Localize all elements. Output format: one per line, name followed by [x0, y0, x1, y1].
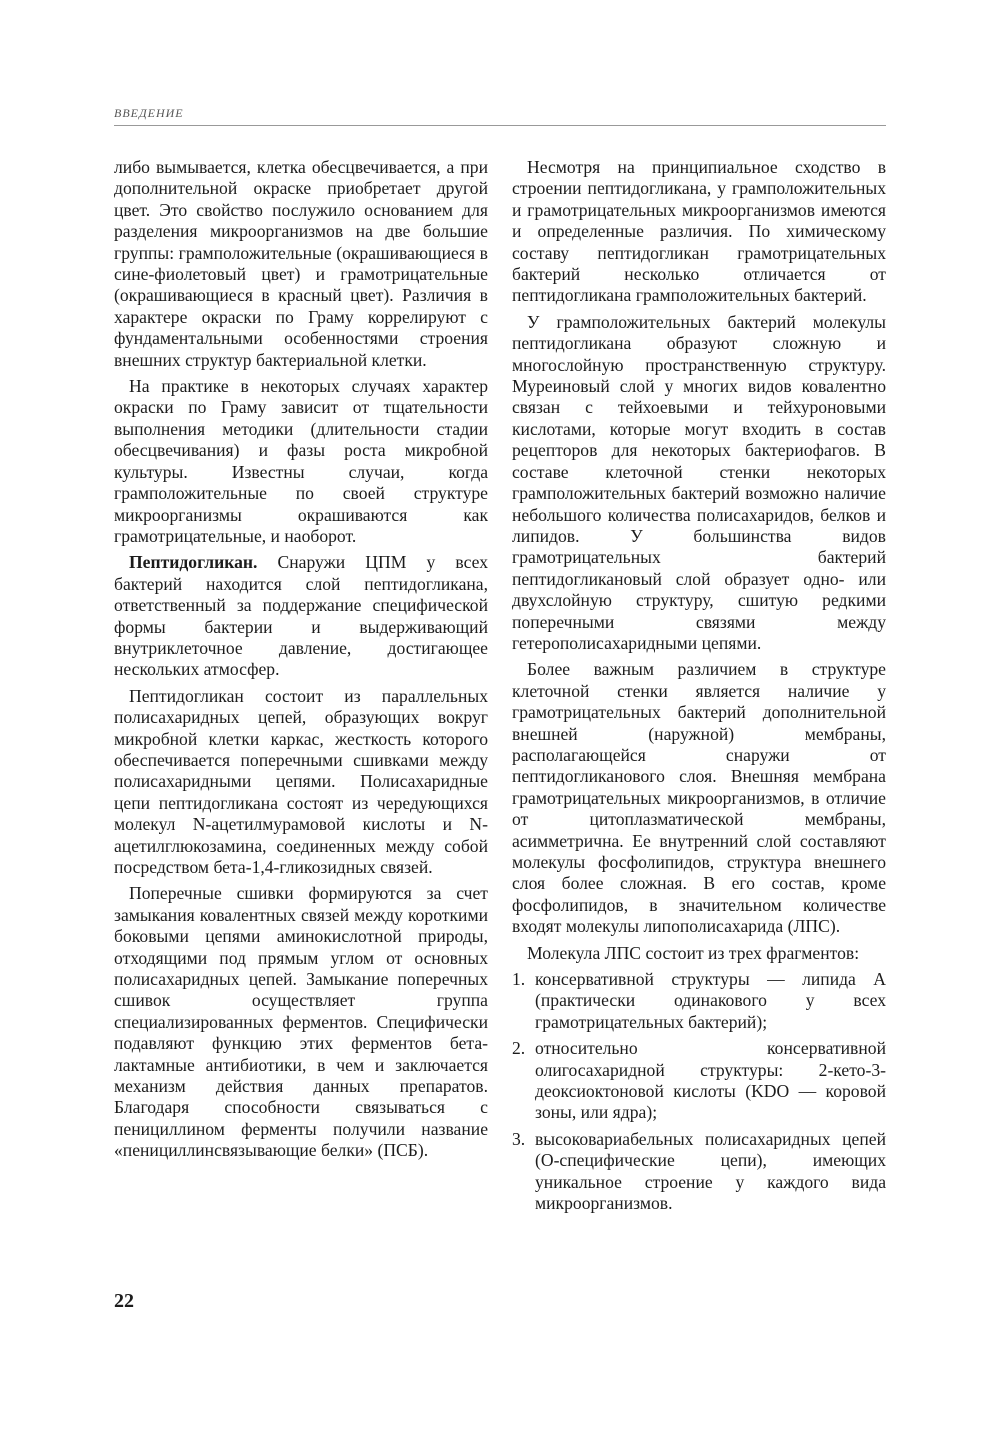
paragraph: У грамположительных бактерий молекулы пептидогликана образуют сложную и многослойную пространственную структуру. Муреиновый слой у многих видов ковалентно связан с тейхоевыми и тейхуроновыми кислотами, которые могут входить в состав рецепторов для некоторых бактериофагов. В составе клеточной стенки некоторых грамположительных бактерий возможно наличие небольшого количества полисахаридов, белков и липидов. У большинства видов грамотрицательных бактерий пептидогликановый слой образует одно- или двухслойную структуру, сшитую редкими поперечными связями между гетерополисахаридными цепями.: [512, 311, 886, 653]
section-lead-term: Пептидогликан.: [129, 552, 258, 573]
page-number: 22: [114, 1290, 134, 1312]
list-number: 3.: [512, 1128, 526, 1149]
list-item-text: высоковариабельных полисахаридных цепей (О-специфические цепи), имеющих уникальное строение у каждого вида микроорганизмов.: [535, 1128, 886, 1214]
paragraph: [114, 552, 488, 680]
right-column: [512, 157, 886, 1220]
left-column: [114, 157, 488, 1167]
list-number: 2.: [512, 1038, 526, 1059]
lps-fragments-list: [512, 969, 886, 1214]
paragraph: Несмотря на принципиальное сходство в строении пептидогликана, у грамположительных и грамотрицательных микроорганизмов имеются и определенные различия. По химическому составу пептидогликан грамотрицательных бактерий несколько отличается от пептидогликана грамположительных бактерий.: [512, 157, 886, 306]
paragraph: Более важным различием в структуре клеточной стенки является наличие у грамотрицательных бактерий дополнительной внешней (наружной) мембраны, располагающейся снаружи от пептидогликанового слоя. Внешняя мембрана грамотрицательных микроорганизмов, в отличие от цитоплазматической мембраны, асимметрична. Ее внутренний слой составляют молекулы фосфолипидов, структура внешнего слоя более сложная. В его состав, кроме фосфолипидов, в значительном количестве входят молекулы липополисахарида (ЛПС).: [512, 659, 886, 937]
paragraph-text: Снаружи ЦПМ у всех бактерий находится слой пептидогликана, ответственный за поддержание специфической формы бактерии и выдерживающий внутриклеточное давление, достигающее нескольких атмосфер.: [114, 552, 488, 680]
paragraph: Поперечные сшивки формируются за счет замыкания ковалентных связей между короткими боковыми цепями аминокислотной природы, отходящими под прямым углом от основных полисахаридных цепей. Замыкание поперечных сшивок осуществляет группа специализированных ферментов. Специфически подавляют функцию этих ферментов бета-лактамные антибиотики, в чем и заключается механизм действия данных препаратов. Благодаря способности связываться с пенициллином ферменты получили название «пенициллинсвязывающие белки» (ПСБ).: [114, 883, 488, 1161]
paragraph: Пептидогликан состоит из параллельных полисахаридных цепей, образующих вокруг микробной клетки каркас, жесткость которого обеспечивается поперечными сшивками между полисахаридными цепями. Полисахаридные цепи пептидогликана состоят из чередующихся молекул N-ацетилмурамовой кислоты и N-ацетилглюкозамина, соединенных между собой посредством бета-1,4-гликозидных связей.: [114, 685, 488, 877]
list-item: [512, 1038, 886, 1124]
list-number: 1.: [512, 969, 526, 990]
list-item: [512, 1129, 886, 1215]
list-item-text: относительно консервативной олигосахаридной структуры: 2-кето-3-деоксиоктоновой кислоты (KDO — коровой зоны, или ядра);: [535, 1038, 886, 1123]
running-head: ВВЕДЕНИЕ: [114, 106, 886, 126]
paragraph: либо вымывается, клетка обесцвечивается, а при дополнительной окраске приобретает другой цвет. Это свойство послужило основанием для разделения микроорганизмов на две большие группы: грамположительные (окрашивающиеся в сине-фиолетовый цвет) и грамотрицательные (окрашивающиеся в красный цвет). Различия в характере окраски по Граму коррелируют с фундаментальными особенностями строения внешних структур бактериальной клетки.: [114, 157, 488, 370]
list-item-text: консервативной структуры — липида А (практически одинакового у всех грамотрицательных бактерий);: [535, 969, 886, 1032]
paragraph: Молекула ЛПС состоит из трех фрагментов:: [527, 942, 860, 963]
list-item: [512, 969, 886, 1033]
paragraph: На практике в некоторых случаях характер окраски по Граму зависит от тщательности выполнения методики (длительности стадии обесцвечивания) и фазы роста микробной культуры. Известны случаи, когда грамположительные по своей структуре микроорганизмы окрашиваются как грамотрицательные, и наоборот.: [114, 376, 488, 546]
